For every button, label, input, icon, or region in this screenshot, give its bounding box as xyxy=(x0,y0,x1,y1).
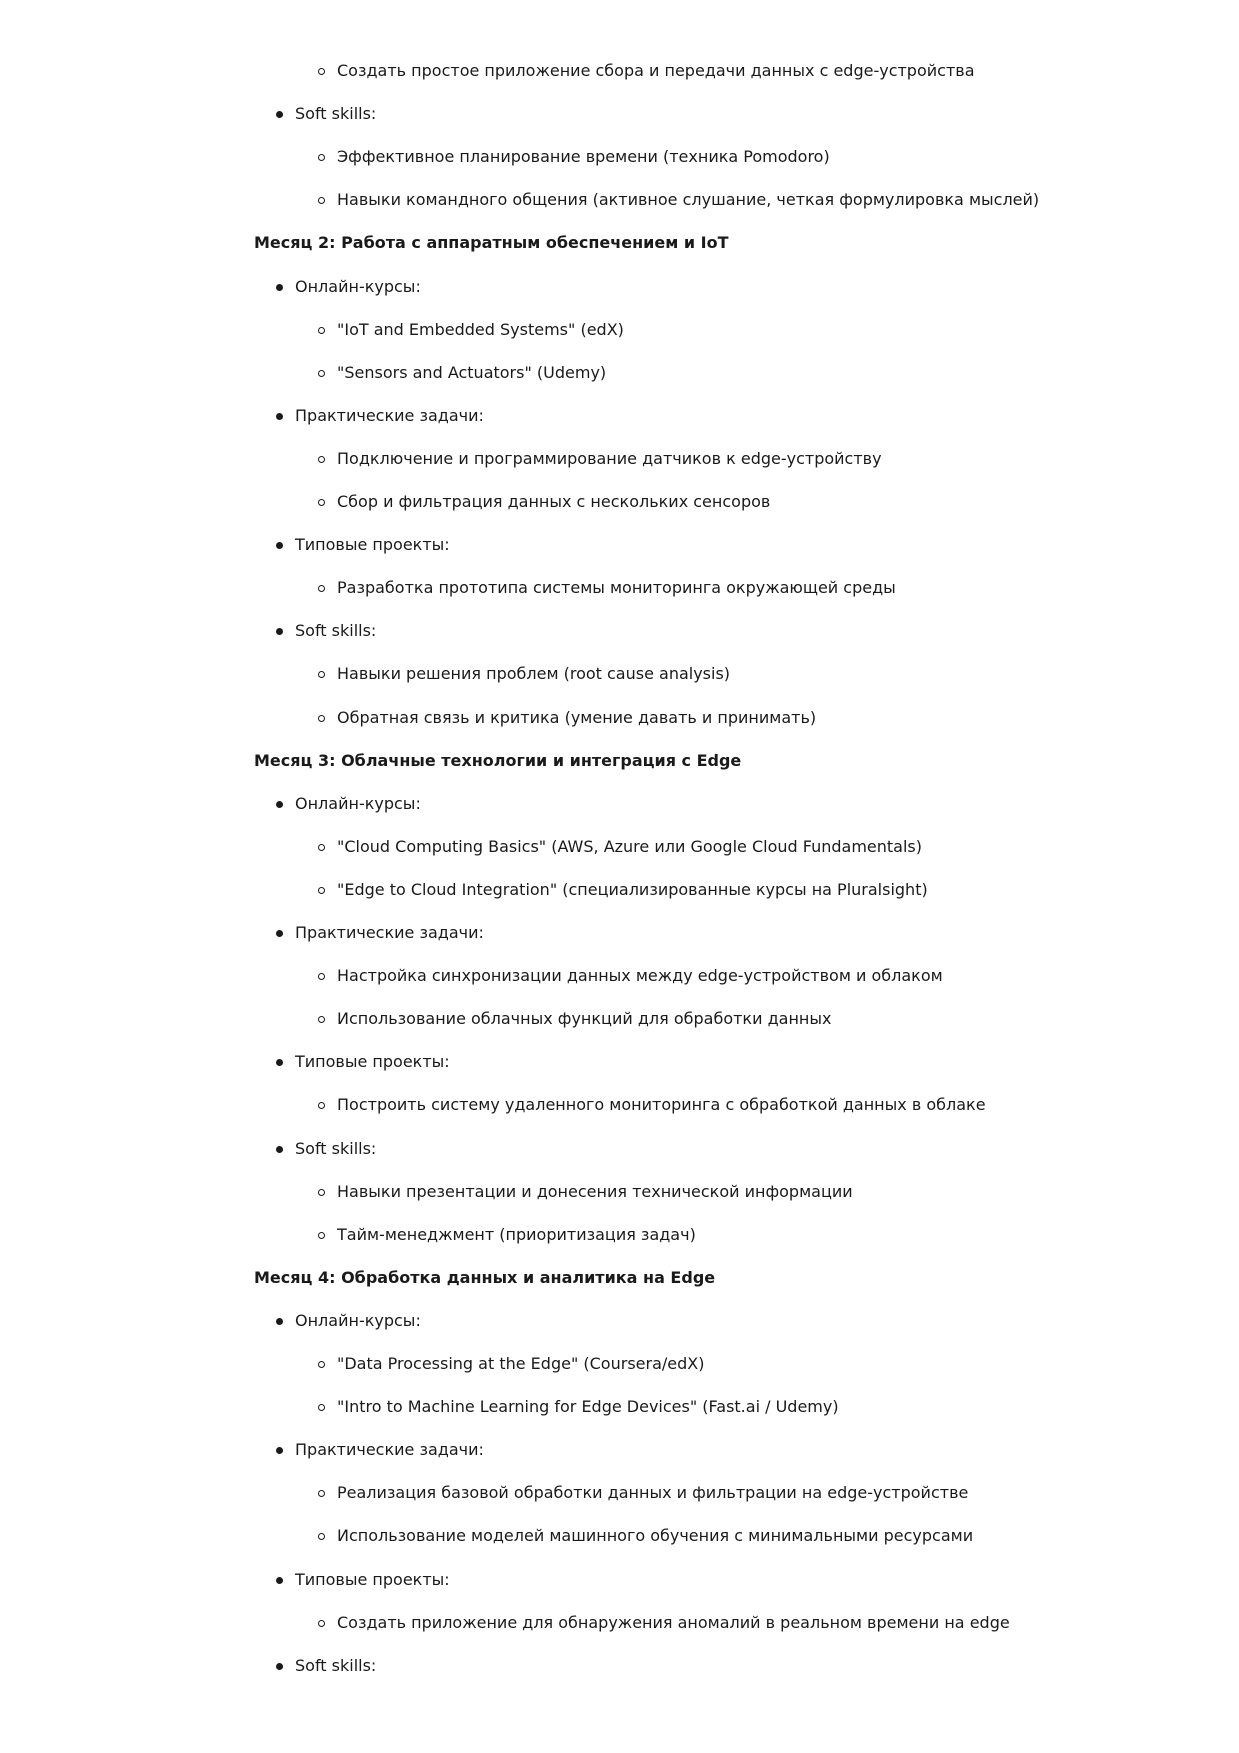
bullet-circle-icon xyxy=(318,1189,325,1196)
item-text: Онлайн-курсы: xyxy=(295,794,421,813)
item-text: Обратная связь и критика (умение давать и принимать) xyxy=(337,708,817,727)
item-text: Навыки командного общения (активное слушание, четкая формулировка мыслей) xyxy=(337,190,1040,209)
sub-list-item xyxy=(337,319,624,341)
sub-list-item xyxy=(337,362,606,384)
sub-list-item xyxy=(337,1612,1010,1634)
sub-list-item xyxy=(337,1094,986,1116)
item-text: Эффективное планирование времени (техника Pomodoro) xyxy=(337,147,830,166)
list-item xyxy=(295,405,484,427)
item-text: Месяц 4: Обработка данных и аналитика на Edge xyxy=(254,1268,716,1287)
bullet-disc-icon xyxy=(276,1663,283,1670)
bullet-circle-icon xyxy=(318,1361,325,1368)
item-text: Построить систему удаленного мониторинга с обработкой данных в облаке xyxy=(337,1095,986,1114)
item-text: Практические задачи: xyxy=(295,1440,484,1459)
bullet-disc-icon xyxy=(276,1577,283,1584)
sub-list-item xyxy=(337,1008,831,1030)
list-item xyxy=(295,1655,376,1677)
item-text: Soft skills: xyxy=(295,621,377,640)
list-item xyxy=(295,1439,484,1461)
sub-list-item xyxy=(337,663,730,685)
item-text: "Intro to Machine Learning for Edge Devices" (Fast.ai / Udemy) xyxy=(337,1397,839,1416)
sub-list-item xyxy=(337,1396,839,1418)
bullet-circle-icon xyxy=(318,456,325,463)
bullet-circle-icon xyxy=(318,197,325,204)
item-text: Soft skills: xyxy=(295,1139,377,1158)
sub-list-item xyxy=(337,491,770,513)
item-text: Создать приложение для обнаружения аномалий в реальном времени на edge xyxy=(337,1613,1010,1632)
bullet-disc-icon xyxy=(276,628,283,635)
bullet-circle-icon xyxy=(318,154,325,161)
bullet-circle-icon xyxy=(318,1533,325,1540)
item-text: "IoT and Embedded Systems" (edX) xyxy=(337,320,624,339)
bullet-circle-icon xyxy=(318,1102,325,1109)
bullet-disc-icon xyxy=(276,1146,283,1153)
item-text: Использование облачных функций для обработки данных xyxy=(337,1009,832,1028)
sub-list-item xyxy=(337,707,816,729)
bullet-circle-icon xyxy=(318,585,325,592)
list-item xyxy=(295,1051,450,1073)
list-item xyxy=(295,103,376,125)
item-text: "Cloud Computing Basics" (AWS, Azure или Google Cloud Fundamentals) xyxy=(337,837,922,856)
item-text: Навыки презентации и донесения технической информации xyxy=(337,1182,853,1201)
section-heading xyxy=(254,1267,715,1289)
bullet-circle-icon xyxy=(318,68,325,75)
sub-list-item xyxy=(337,1482,968,1504)
bullet-circle-icon xyxy=(318,671,325,678)
item-text: Создать простое приложение сбора и передачи данных с edge-устройства xyxy=(337,61,975,80)
sub-list-item xyxy=(337,60,975,82)
item-text: "Sensors and Actuators" (Udemy) xyxy=(337,363,607,382)
list-item xyxy=(295,922,484,944)
bullet-circle-icon xyxy=(318,1232,325,1239)
bullet-circle-icon xyxy=(318,1016,325,1023)
bullet-disc-icon xyxy=(276,413,283,420)
item-text: Сбор и фильтрация данных с нескольких сенсоров xyxy=(337,492,771,511)
sub-list-item xyxy=(337,965,943,987)
item-text: Soft skills: xyxy=(295,1656,377,1675)
bullet-circle-icon xyxy=(318,973,325,980)
bullet-disc-icon xyxy=(276,542,283,549)
sub-list-item xyxy=(337,189,1039,211)
bullet-circle-icon xyxy=(318,499,325,506)
sub-list-item xyxy=(337,1353,704,1375)
item-text: Типовые проекты: xyxy=(295,1052,450,1071)
list-item xyxy=(295,1569,450,1591)
bullet-disc-icon xyxy=(276,1059,283,1066)
list-item xyxy=(295,534,450,556)
list-item xyxy=(295,1310,421,1332)
item-text: Практические задачи: xyxy=(295,923,484,942)
bullet-circle-icon xyxy=(318,844,325,851)
list-item xyxy=(295,1138,376,1160)
item-text: "Edge to Cloud Integration" (специализированные курсы на Pluralsight) xyxy=(337,880,928,899)
item-text: Навыки решения проблем (root cause analysis) xyxy=(337,664,731,683)
bullet-circle-icon xyxy=(318,370,325,377)
bullet-disc-icon xyxy=(276,1447,283,1454)
bullet-circle-icon xyxy=(318,1404,325,1411)
bullet-disc-icon xyxy=(276,930,283,937)
item-text: "Data Processing at the Edge" (Coursera/edX) xyxy=(337,1354,705,1373)
section-heading xyxy=(254,232,729,254)
bullet-disc-icon xyxy=(276,284,283,291)
bullet-circle-icon xyxy=(318,887,325,894)
item-text: Тайм-менеджмент (приоритизация задач) xyxy=(337,1225,696,1244)
item-text: Настройка синхронизации данных между edge-устройством и облаком xyxy=(337,966,943,985)
item-text: Месяц 3: Облачные технологии и интеграция с Edge xyxy=(254,751,742,770)
item-text: Онлайн-курсы: xyxy=(295,1311,421,1330)
list-item xyxy=(295,793,421,815)
bullet-circle-icon xyxy=(318,715,325,722)
bullet-circle-icon xyxy=(318,1620,325,1627)
item-text: Подключение и программирование датчиков к edge-устройству xyxy=(337,449,882,468)
bullet-circle-icon xyxy=(318,327,325,334)
bullet-disc-icon xyxy=(276,1318,283,1325)
item-text: Soft skills: xyxy=(295,104,377,123)
sub-list-item xyxy=(337,577,896,599)
item-text: Типовые проекты: xyxy=(295,1570,450,1589)
sub-list-item xyxy=(337,836,922,858)
list-item xyxy=(295,276,421,298)
sub-list-item xyxy=(337,1525,973,1547)
list-item xyxy=(295,620,376,642)
item-text: Онлайн-курсы: xyxy=(295,277,421,296)
item-text: Месяц 2: Работа с аппаратным обеспечением и IoT xyxy=(254,233,729,252)
item-text: Реализация базовой обработки данных и фильтрации на edge-устройстве xyxy=(337,1483,969,1502)
item-text: Использование моделей машинного обучения с минимальными ресурсами xyxy=(337,1526,974,1545)
section-heading xyxy=(254,750,741,772)
item-text: Типовые проекты: xyxy=(295,535,450,554)
item-text: Разработка прототипа системы мониторинга окружающей среды xyxy=(337,578,896,597)
sub-list-item xyxy=(337,879,928,901)
item-text: Практические задачи: xyxy=(295,406,484,425)
sub-list-item xyxy=(337,1181,853,1203)
bullet-circle-icon xyxy=(318,1490,325,1497)
bullet-disc-icon xyxy=(276,801,283,808)
sub-list-item xyxy=(337,448,882,470)
sub-list-item xyxy=(337,1224,696,1246)
sub-list-item xyxy=(337,146,830,168)
bullet-disc-icon xyxy=(276,111,283,118)
